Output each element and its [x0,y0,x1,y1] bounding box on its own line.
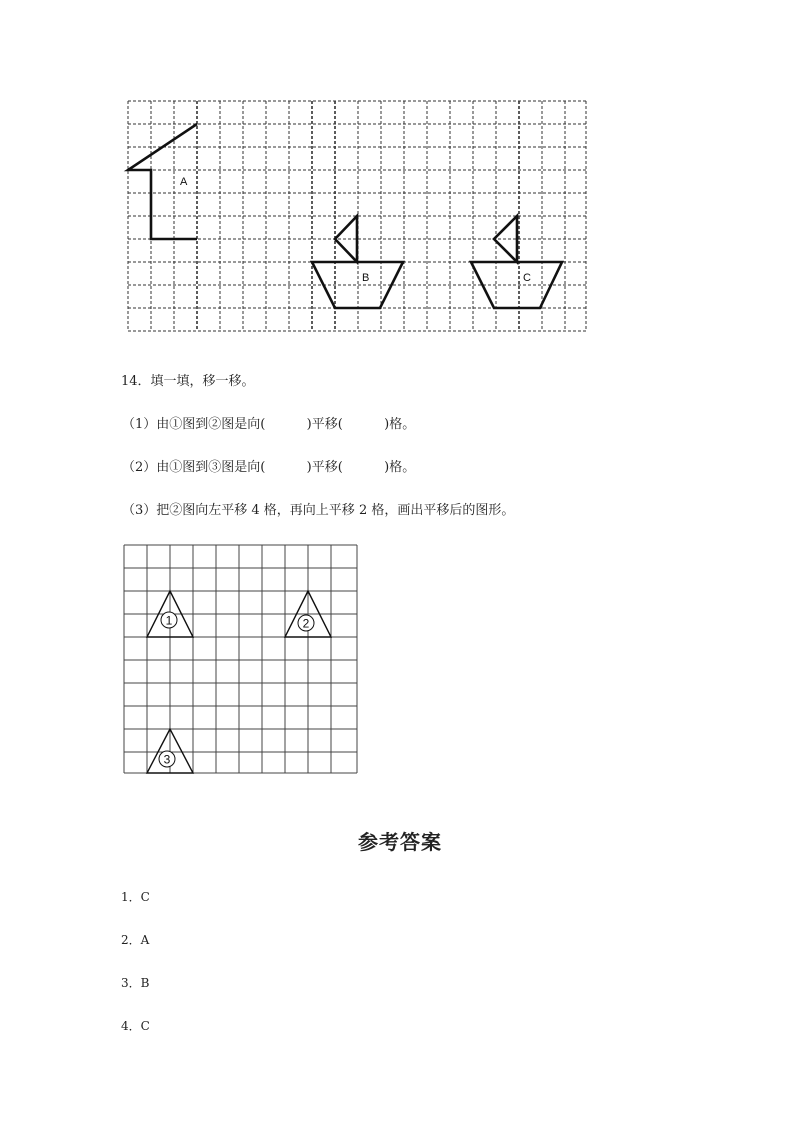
label-triangle-1: 1 [165,613,173,628]
answers-title: 参考答案 [358,830,442,854]
label-triangle-3: 3 [163,752,171,767]
translation-grid-figure-triangles [0,535,800,780]
label-triangle-2: 2 [302,616,310,631]
label-shape-a: A [180,176,188,188]
question-14-part-1: （1）由①图到②图是向( )平移( )格。 [122,417,416,432]
label-shape-c: C [523,272,531,284]
solid-grid [124,545,357,773]
answer-item: 4．C [121,1019,150,1033]
question-14-part-2: （2）由①图到③图是向( )平移( )格。 [122,460,416,475]
label-shape-b: B [362,272,370,284]
answer-item: 1．C [121,890,150,904]
translation-grid-figure-abc [0,0,800,345]
question-14-title: 14．填一填，移一移。 [121,374,255,389]
question-14-part-3: （3）把②图向左平移 4 格，再向上平移 2 格，画出平移后的图形。 [122,503,515,518]
answer-item: 2．A [121,933,150,947]
answer-item: 3．B [121,976,150,990]
